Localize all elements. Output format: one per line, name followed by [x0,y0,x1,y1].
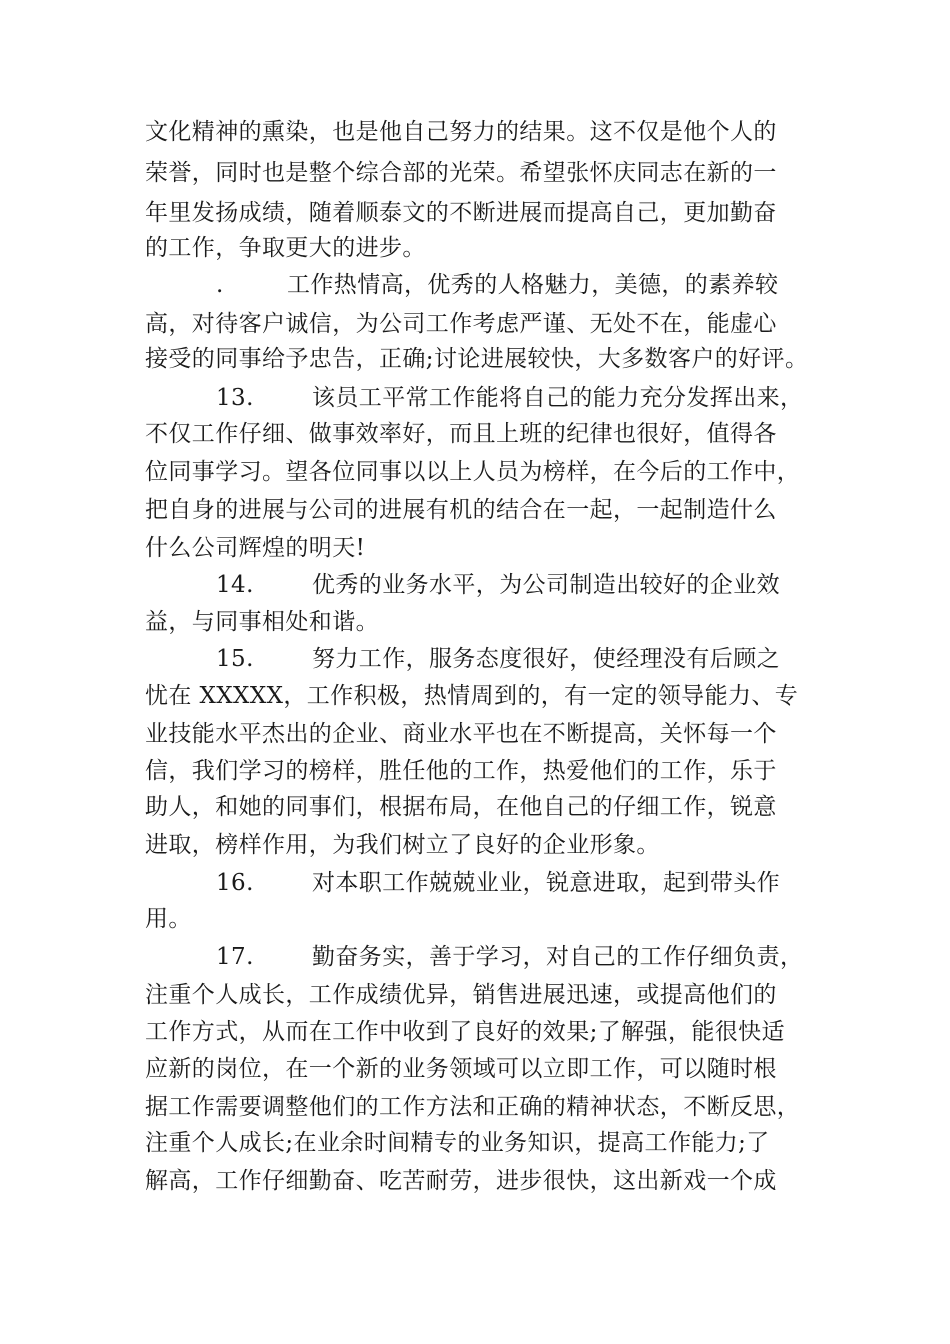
text-line: 对本职工作兢兢业业，锐意进取，起到带头作 [312,870,780,896]
text-line: 位同事学习。望各位同事以以上人员为榜样，在今后的工作中， [145,459,801,485]
text-line: 接受的同事给予忠告，正确;讨论进展较快，大多数客户的好评。 [145,346,809,372]
text-line: 年里发扬成绩，随着顺泰文的不断进展而提高自己，更加勤奋 [145,200,777,226]
text-line: 的工作，争取更大的进步。 [145,235,426,261]
text-line: 优秀的业务水平，为公司制造出较好的企业效 [312,572,780,598]
list-number: 16. [216,870,254,896]
text-line: 高，对待客户诚信，为公司工作考虑严谨、无处不在，能虚心 [145,311,777,337]
text-line: 什么公司辉煌的明天! [145,535,366,561]
text-line: 应新的岗位，在一个新的业务领域可以立即工作，可以随时根 [145,1056,777,1082]
text-line: 解高，工作仔细勤奋、吃苦耐劳，进步很快，这出新戏一个成 [145,1168,777,1194]
text-line: 据工作需要调整他们的工作方法和正确的精神状态，不断反思， [145,1094,801,1120]
text-line: 文化精神的熏染，也是他自己努力的结果。这不仅是他个人的 [145,119,777,145]
text-line: 该员工平常工作能将自己的能力充分发挥出来， [312,385,804,411]
text-line: 用。 [145,906,192,932]
text-line: 业技能水平杰出的企业、商业水平也在不断提高，关怀每一个 [145,721,777,747]
list-number: 17. [216,944,254,970]
text-line: 把自身的进展与公司的进展有机的结合在一起，一起制造什么 [145,497,777,523]
text-line: 工作方式，从而在工作中收到了良好的效果;了解强，能很快适 [145,1019,785,1045]
text-line: 益，与同事相处和谐。 [145,609,379,635]
text-line: 进取，榜样作用，为我们树立了良好的企业形象。 [145,832,660,858]
list-number: 14. [216,572,254,598]
text-line: 努力工作，服务态度很好，使经理没有后顾之 [312,646,780,672]
text-line: 信，我们学习的榜样，胜任他的工作，热爱他们的工作，乐于 [145,758,777,784]
text-line: 忧在 XXXXX，工作积极，热情周到的，有一定的领导能力、专 [145,683,799,709]
text-line: 不仅工作仔细、做事效率好，而且上班的纪律也很好，值得各 [145,421,777,447]
list-number: 15. [216,646,254,672]
text-line: 助人，和她的同事们，根据布局，在他自己的仔细工作，锐意 [145,794,777,820]
text-line: 勤奋务实，善于学习，对自己的工作仔细负责， [312,944,804,970]
list-number: 13. [216,385,254,411]
text-line: 注重个人成长;在业余时间精专的业务知识，提高工作能力;了 [145,1130,770,1156]
list-marker: . [216,272,224,298]
text-line: 工作热情高，优秀的人格魅力，美德，的素养较 [287,272,779,298]
text-line: 注重个人成长，工作成绩优异，销售进展迅速，或提高他们的 [145,982,777,1008]
text-line: 荣誉，同时也是整个综合部的光荣。希望张怀庆同志在新的一 [145,160,777,186]
